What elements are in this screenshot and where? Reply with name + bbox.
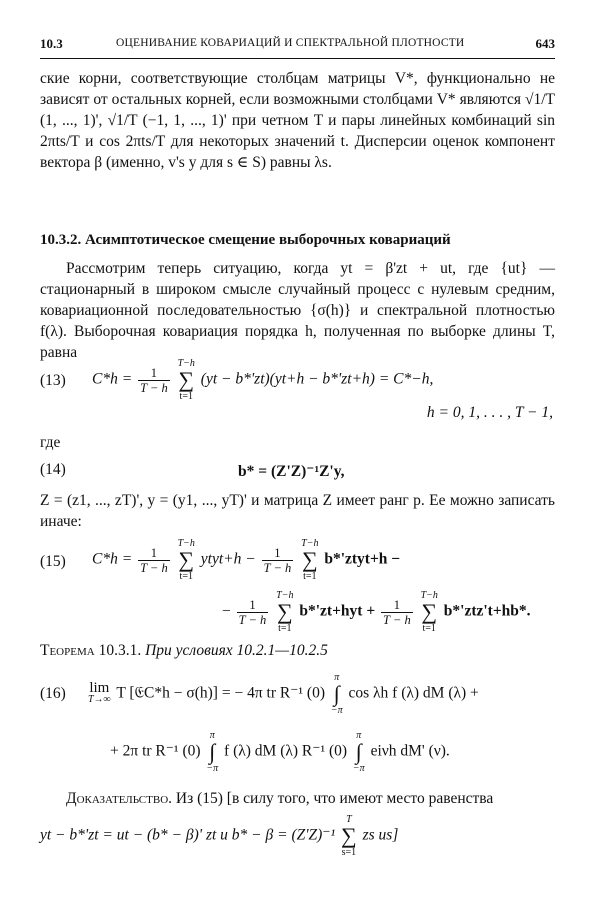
eq15-f1-den: T − h — [140, 560, 168, 575]
eq-last-lhs: yt − b*'zt = ut − (b* − β)' zt и b* − β = (Z'Z)⁻¹ — [40, 826, 336, 844]
subsection-heading: 10.3.2. Асимптотическое смещение выборочных ковариаций — [40, 232, 451, 248]
eq16-int-1-bottom: −π — [330, 705, 343, 716]
eq15-f4-den: T − h — [383, 612, 411, 627]
equation-15-line-2 — [222, 590, 531, 634]
eq16-part-d: f (λ) dM (λ) R⁻¹ (0) — [224, 742, 348, 760]
eq15-fraction-2 — [262, 546, 294, 575]
equation-15-line-1 — [92, 538, 400, 582]
eq15-fraction-3 — [237, 598, 269, 627]
where-word: где — [40, 434, 61, 451]
equation-15-number: (15) — [40, 553, 66, 570]
eq-last-sum-top: T — [346, 814, 352, 825]
eq16-int-2-top: π — [209, 730, 215, 741]
eq-last-sum-bottom: s=1 — [341, 847, 357, 858]
theorem-statement — [40, 640, 555, 661]
eq16-integral-1 — [331, 672, 343, 716]
eq15-sum-2 — [301, 538, 318, 582]
eq13-sum-top: T−h — [177, 358, 195, 369]
eq15-lead-minus: − — [222, 602, 231, 620]
eq13-sum-bottom: t=1 — [179, 391, 193, 402]
eq15-f3-den: T − h — [238, 612, 267, 627]
section-number: 10.3 — [40, 36, 63, 51]
theorem-text: При условиях 10.2.1—10.2.5 — [145, 642, 328, 659]
eq13-frac-den: T − h — [140, 380, 168, 395]
eq15-sum-4 — [421, 590, 438, 634]
sum-icon: ∑ — [178, 367, 195, 392]
eq16-part-c: + 2π tr R⁻¹ (0) — [110, 742, 201, 760]
eq16-integral-2 — [206, 730, 218, 774]
proof-label: Доказательство. — [66, 790, 173, 807]
eq13-frac-num: 1 — [138, 366, 170, 381]
eq16-part-b: cos λh f (λ) dM (λ) + — [348, 684, 479, 702]
eq15-term-3: b*'zt+hyt + — [299, 602, 376, 620]
eq16-int-2-bottom: −π — [206, 763, 219, 774]
eq15-sum-3 — [276, 590, 293, 634]
running-title: ОЦЕНИВАНИЕ КОВАРИАЦИЙ И СПЕКТРАЛЬНОЙ ПЛОТНОСТИ — [116, 37, 465, 49]
eq15-sum-2-bottom: t=1 — [303, 571, 317, 582]
sum-icon: ∑ — [421, 599, 438, 624]
eq15-sum-3-top: T−h — [276, 590, 294, 601]
eq16-int-3-bottom: −π — [352, 763, 365, 774]
paragraph-situation: Рассмотрим теперь ситуацию, когда yt = β'zt + ut, где {ut} — стационарный в широком смысле случайный процесс с нулевым средним, ковариационной последовательностью {σ(h)} и спектральной плотностью f(λ). Выборочная ковариация порядка h, полученная по выборке длины T, равна — [40, 260, 555, 361]
eq15-sum-3-bottom: t=1 — [278, 623, 292, 634]
eq16-part-a: T [𝔈C*h − σ(h)] = − 4π tr R⁻¹ (0) — [116, 684, 325, 702]
eq15-f1-num: 1 — [138, 546, 170, 561]
eq15-term-1: ytyt+h − — [200, 550, 256, 568]
eq16-lim-word: lim — [89, 680, 110, 696]
equation-residuals — [40, 814, 398, 858]
eq-last-sum — [341, 814, 357, 858]
eq15-fraction-4 — [381, 598, 413, 627]
eq15-f2-den: T − h — [263, 560, 292, 575]
paragraph-rank: Z = (z1, ..., zT)', y = (y1, ..., yT)' и матрица Z имеет ранг p. Ее можно записать иначе: — [40, 492, 555, 530]
integral-icon: ∫ — [355, 739, 362, 764]
header-rule — [40, 58, 555, 59]
eq16-integral-3 — [353, 730, 365, 774]
eq15-term-4: b*'ztz't+hb*. — [443, 602, 531, 620]
eq15-sum-2-top: T−h — [301, 538, 319, 549]
eq13-body: (yt − b*'zt)(yt+h − b*'zt+h) = C*−h, — [200, 370, 434, 388]
equation-16-line-2 — [110, 730, 450, 774]
running-header — [40, 36, 555, 56]
equation-13-number: (13) — [40, 372, 66, 389]
equation-14-number: (14) — [40, 461, 66, 478]
eq16-lim-sub: T→∞ — [88, 694, 111, 705]
eq13-lhs: C*h = — [92, 370, 133, 388]
eq-last-rhs: zs us] — [362, 826, 399, 844]
eq15-f2-num: 1 — [262, 546, 294, 561]
eq15-sum-1 — [178, 538, 195, 582]
eq15-sum-4-bottom: t=1 — [422, 623, 436, 634]
equation-14: b* = (Z'Z)⁻¹Z'y, — [238, 463, 345, 480]
eq13-fraction — [138, 366, 170, 395]
theorem-label: Теорема 10.3.1. — [40, 642, 142, 659]
eq16-int-1-top: π — [334, 672, 340, 683]
integral-icon: ∫ — [333, 681, 340, 706]
proof-line — [40, 788, 555, 809]
eq16-int-3-top: π — [356, 730, 362, 741]
eq15-sum-1-top: T−h — [177, 538, 195, 549]
eq13-range: h = 0, 1, . . . , T − 1, — [426, 404, 553, 421]
eq15-sum-4-top: T−h — [420, 590, 438, 601]
integral-icon: ∫ — [209, 739, 216, 764]
eq13-sum — [178, 358, 195, 402]
equation-13 — [92, 358, 433, 402]
eq16-limit — [88, 680, 111, 705]
eq15-term-2: b*'ztyt+h − — [324, 550, 401, 568]
sum-icon: ∑ — [301, 547, 318, 572]
eq15-f4-num: 1 — [381, 598, 413, 613]
page-number: 643 — [535, 36, 555, 51]
proof-text: Из (15) [в силу того, что имеют место равенства — [175, 790, 494, 807]
eq15-lhs: C*h = — [92, 550, 133, 568]
paragraph-roots: ские корни, соответствующие столбцам матрицы V*, функционально не зависят от остальных корней, если возможными столбцами V* являются √1/T (1, ..., 1)', √1/T (−1, 1, ..., 1)' при четном T и пары линейных комбинаций sin 2πts/T и cos 2πts/T для некоторых значений t. Дисперсии оценок компонент вектора β (именно, v's y для s ∈ S) равны λs. — [40, 70, 555, 171]
equation-16-line-1 — [86, 672, 479, 716]
sum-icon: ∑ — [178, 547, 195, 572]
equation-16-number: (16) — [40, 685, 66, 702]
eq15-f3-num: 1 — [237, 598, 269, 613]
eq15-sum-1-bottom: t=1 — [179, 571, 193, 582]
sum-icon: ∑ — [341, 823, 357, 848]
sum-icon: ∑ — [276, 599, 293, 624]
eq16-part-e: eiνh dM' (ν). — [370, 742, 450, 760]
eq15-fraction-1 — [138, 546, 170, 575]
